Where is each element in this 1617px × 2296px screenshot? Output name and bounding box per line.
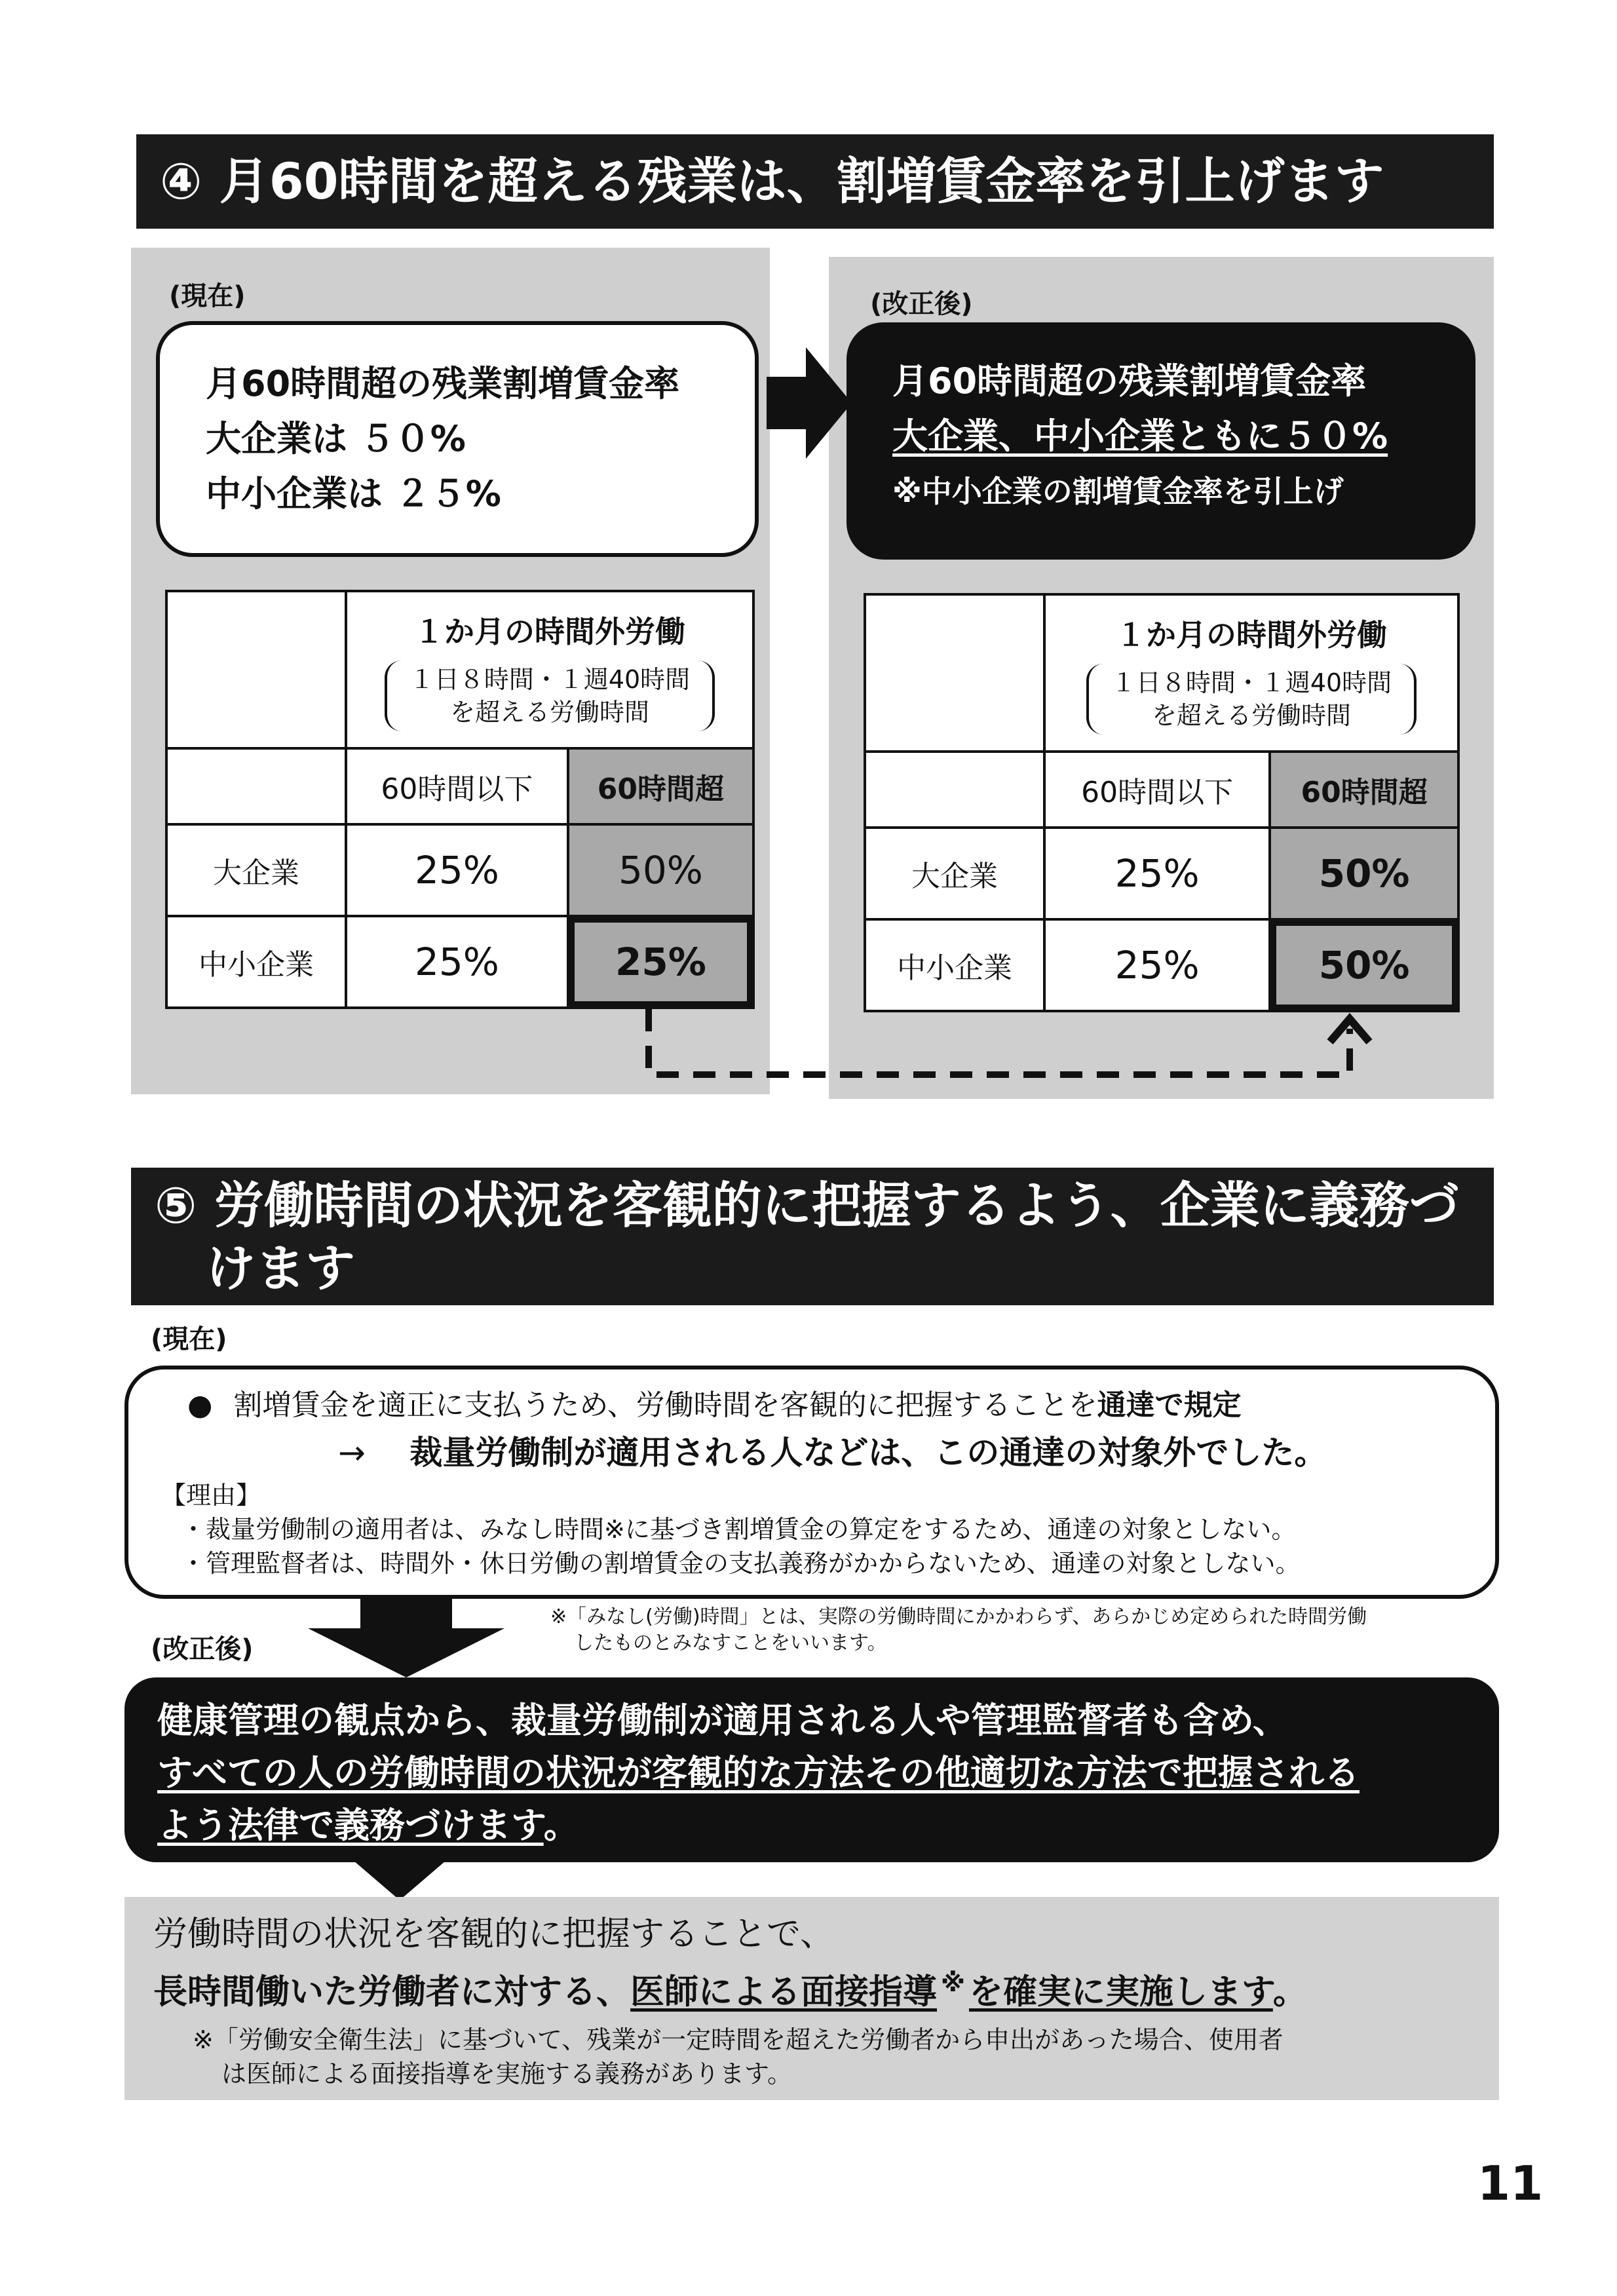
line2-text: 裁量労働制が適用される人などは、この通達の対象外でした。	[409, 1434, 1327, 1472]
pointer-down-icon	[354, 1861, 446, 1900]
arrow-right-small-icon: →	[338, 1434, 366, 1472]
after-line3-end: 。	[543, 1805, 579, 1846]
bottom-note2: は医師による面接指導を実施する義務があります。	[221, 2059, 792, 2089]
current-line2	[174, 1427, 1449, 1478]
bottom-note1: ※「労働安全衛生法」に基づいて、残業が一定時間を超えた労働者から申出があった場合、使用者	[193, 2025, 1284, 2055]
bottom-summary	[124, 1897, 1499, 2100]
section5-title-line2: けます	[206, 1239, 355, 1297]
header-sub	[1086, 664, 1417, 735]
cell-sme-60-or-less: 25%	[1044, 919, 1270, 1011]
rate-table-before	[165, 590, 755, 1009]
bottom-line2b: 医師による面接指導	[630, 1972, 938, 2012]
bottom-line2e: 。	[1272, 1972, 1307, 2012]
rate-table-after	[864, 593, 1460, 1012]
header-sub-line1: １日８時間・１週40時間	[409, 665, 691, 694]
section5-before-label: (現在)	[151, 1324, 227, 1354]
bottom-line1: 労働時間の状況を客観的に把握することで、	[153, 1915, 834, 1954]
col-over-60: 60時間超	[1270, 752, 1458, 828]
before-box-line2: 大企業は ５０%	[206, 418, 466, 459]
after-box-line2: 大企業、中小企業ともに５０%	[892, 415, 1388, 457]
line1-bold: 通達で規定	[1097, 1388, 1242, 1422]
row-label-large: 大企業	[166, 824, 346, 916]
bottom-line2	[153, 1957, 1470, 2018]
table-header	[1044, 594, 1458, 752]
section5-title	[131, 1168, 1494, 1305]
header-main: １か月の時間外労働	[414, 614, 685, 649]
table-corner	[865, 594, 1044, 752]
bottom-line2a: 長時間働いた労働者に対する、	[153, 1972, 631, 2012]
cell-large-60-or-less: 25%	[1044, 828, 1270, 919]
section5-title-line1: ⑤ 労働時間の状況を客観的に把握するよう、企業に義務づ	[155, 1176, 1459, 1234]
minashi-note-line1: ※「みなし(労働)時間」とは、実際の労働時間にかかわらず、あらかじめ定められた時間労働	[550, 1605, 1367, 1628]
after-box-line3: ※中小企業の割増賃金率を引上げ	[892, 474, 1344, 509]
dashed-connector-arrow-icon	[629, 1003, 1376, 1088]
after-box-line1: 月60時間超の残業割増賃金率	[892, 360, 1367, 402]
after-summary-box	[847, 322, 1475, 560]
header-sub-line1: １日８時間・１週40時間	[1111, 668, 1392, 697]
header-sub-line2: を超える労働時間	[1151, 701, 1351, 730]
arrow-right-icon	[767, 347, 852, 459]
after-line3	[157, 1799, 1466, 1852]
cell-sme-60-or-less: 25%	[346, 916, 568, 1008]
current-state-box	[124, 1366, 1499, 1599]
before-summary-box	[156, 321, 759, 557]
before-label: (現在)	[169, 281, 246, 311]
col-60-or-less: 60時間以下	[346, 748, 568, 824]
col-over-60: 60時間超	[568, 748, 753, 824]
current-line1	[174, 1384, 1449, 1427]
bullet-icon: ●	[187, 1388, 213, 1422]
reason-1: ・裁量労働制の適用者は、みなし時間※に基づき割増賃金の算定をするため、通達の対象としない。	[181, 1515, 1297, 1544]
cell-large-60-or-less: 25%	[346, 824, 568, 916]
after-line3-underlined: よう法律で義務づけます	[157, 1805, 544, 1846]
row-label-sme: 中小企業	[166, 916, 346, 1008]
minashi-note	[550, 1604, 1367, 1656]
section4-title: ④ 月60時間を超える残業は、割増賃金率を引上げます	[136, 134, 1494, 229]
before-box-line3: 中小企業は ２５%	[206, 473, 501, 514]
arrow-down-icon	[308, 1599, 504, 1677]
table-header	[346, 591, 753, 748]
header-main: １か月の時間外労働	[1116, 617, 1387, 653]
cell-sme-over-60: 50%	[1270, 919, 1458, 1011]
reason-label: 【理由】	[161, 1481, 261, 1510]
after-line1: 健康管理の観点から、裁量労働制が適用される人や管理監督者も含め、	[157, 1700, 1288, 1741]
after-label: (改正後)	[870, 289, 973, 319]
header-sub-line2: を超える労働時間	[449, 698, 649, 727]
before-box-line1: 月60時間超の残業割増賃金率	[206, 363, 680, 404]
after-revision-box	[124, 1677, 1499, 1862]
table-corner	[166, 591, 346, 748]
row-label-large: 大企業	[865, 828, 1044, 919]
bottom-line2c: ※	[941, 1968, 965, 1997]
cell-large-over-60: 50%	[568, 824, 753, 916]
header-sub	[385, 660, 715, 731]
reason-2: ・管理監督者は、時間外・休日労働の割増賃金の支払義務がかからないため、通達の対象としない。	[181, 1549, 1301, 1578]
cell-sme-over-60: 25%	[568, 916, 753, 1008]
col-60-or-less: 60時間以下	[1044, 752, 1270, 828]
bottom-line2d: を確実に実施します	[968, 1972, 1273, 2012]
line1-text: 割増賃金を適正に支払うため、労働時間を客観的に把握することを	[233, 1388, 1097, 1422]
section5-after-label: (改正後)	[151, 1634, 254, 1664]
after-line2: すべての人の労働時間の状況が客観的な方法その他適切な方法で把握される	[157, 1752, 1360, 1793]
cell-large-over-60: 50%	[1270, 828, 1458, 919]
page-number: 11	[1477, 2156, 1544, 2211]
minashi-note-line2: したものとみなすことをいいます。	[574, 1632, 887, 1655]
row-label-sme: 中小企業	[865, 919, 1044, 1011]
